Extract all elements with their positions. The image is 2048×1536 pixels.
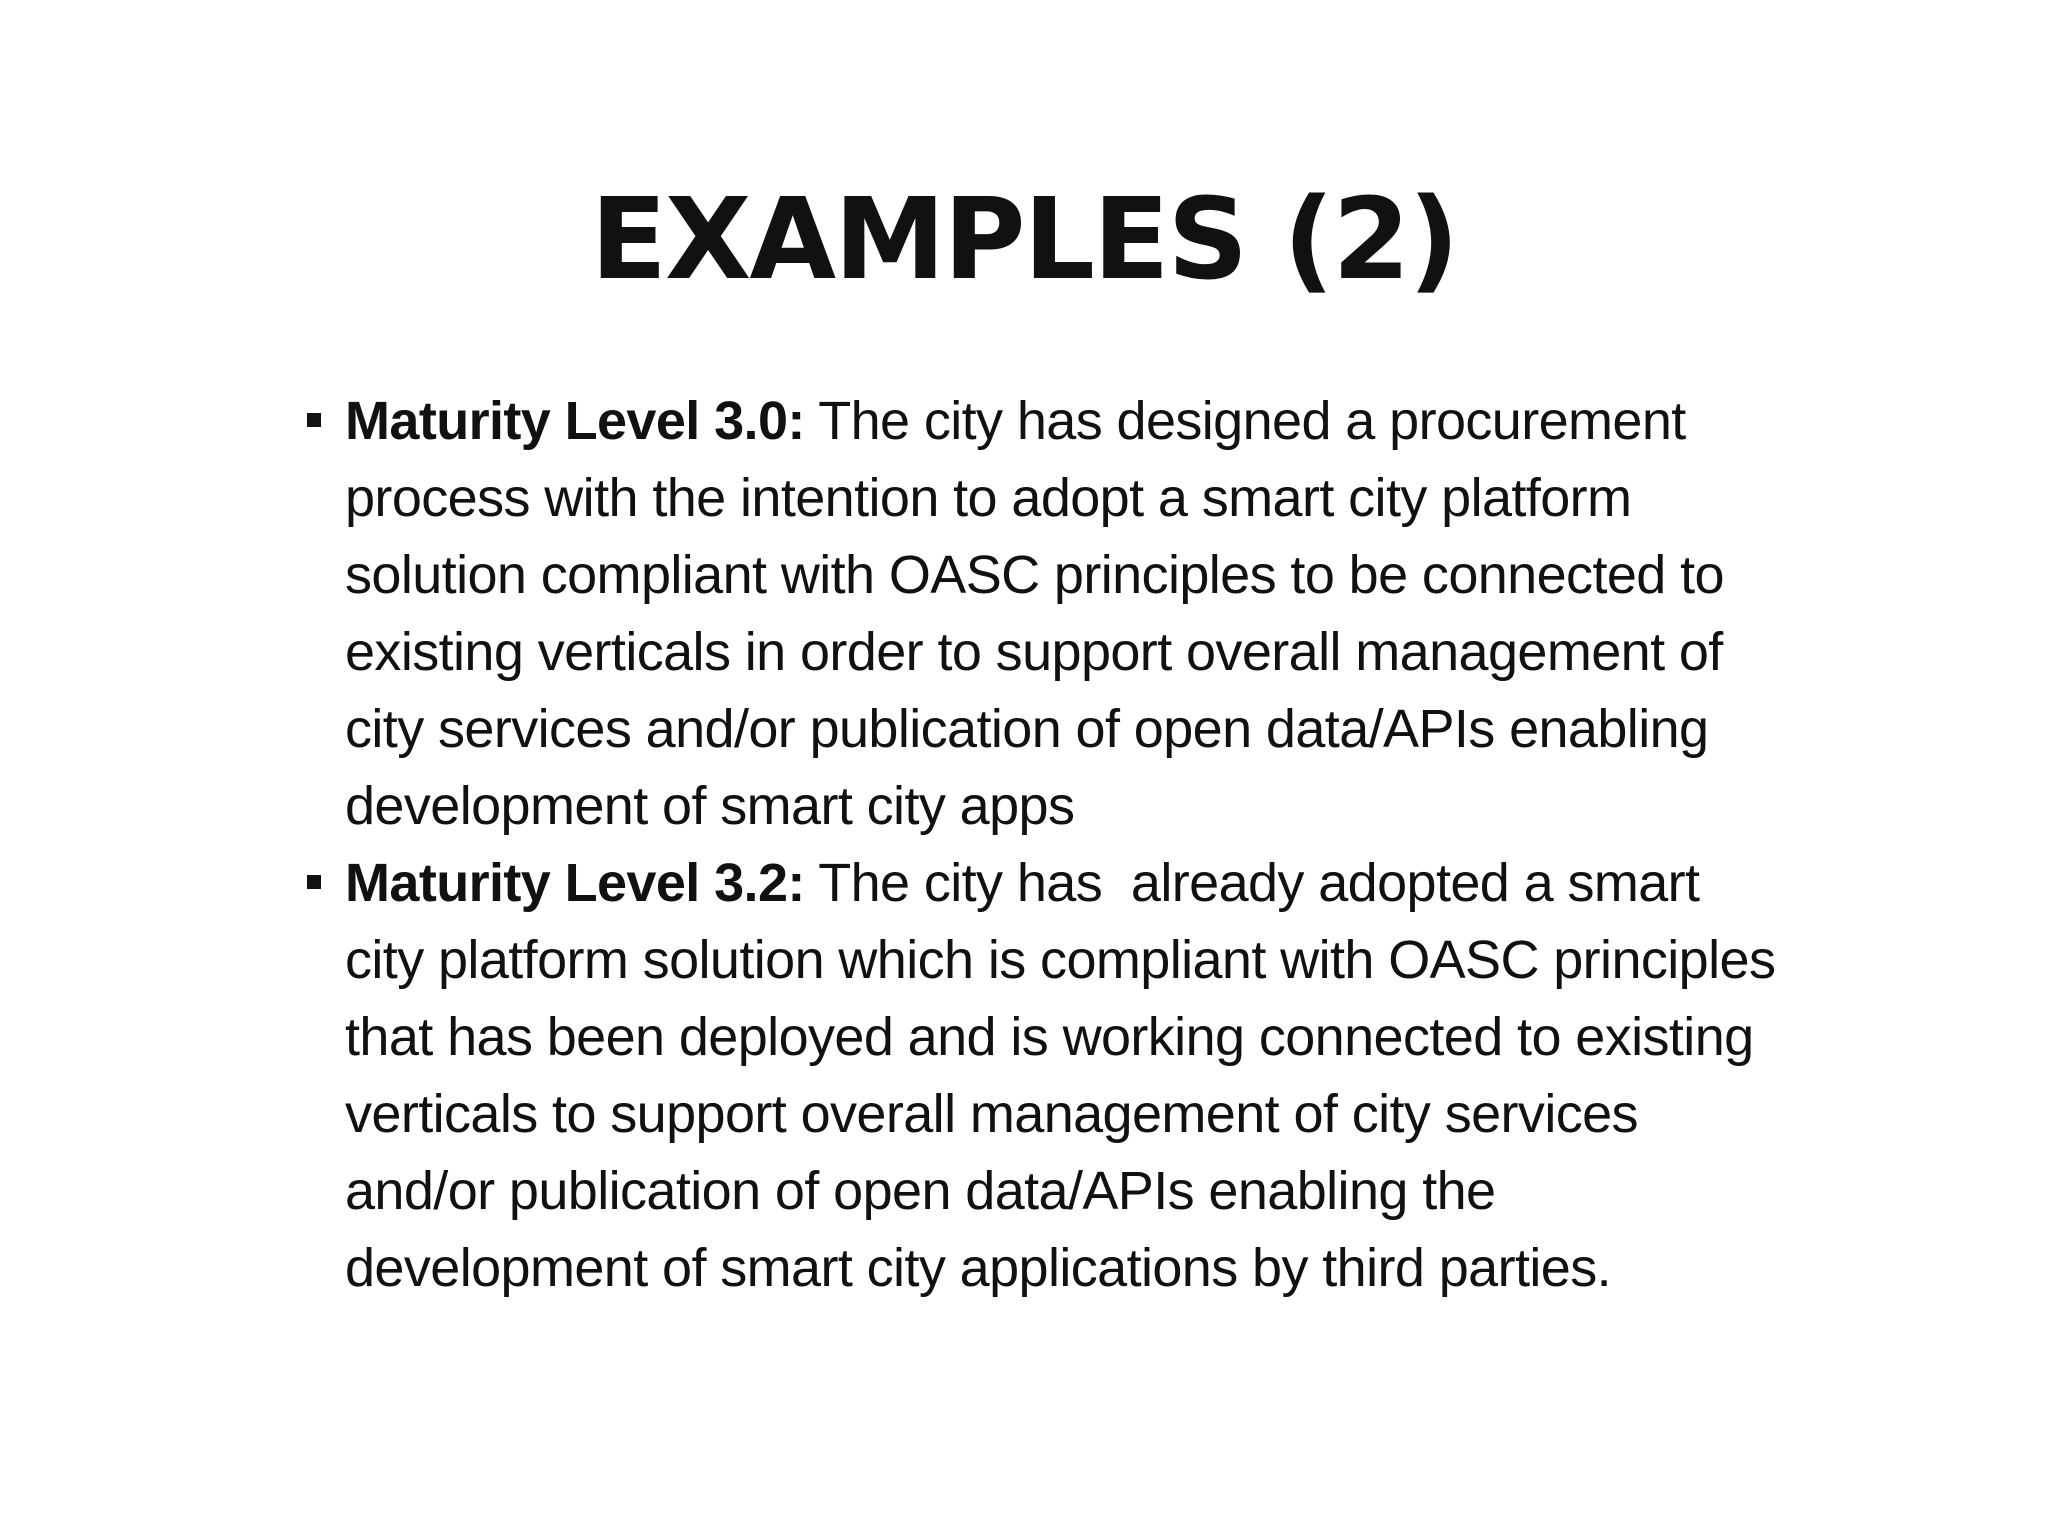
- bullet-lead: Maturity Level 3.2:: [345, 853, 805, 913]
- bullet-text: The city has designed a procurement process with the intention to adopt a smart city platform solution compliant with OASC principles to be connected to existing verticals in order to support overall management of city services and/or publication of open data/APIs enabling development of smart city apps: [345, 391, 1739, 836]
- bullet-text: The city has already adopted a smart city platform solution which is compliant with OASC principles that has been deployed and is working connected to existing verticals to support overall management of city services and/or publication of open data/APIs enabling the development of smart city applications by third parties.: [345, 853, 1790, 1298]
- slide-title: EXAMPLES (2): [590, 175, 1458, 305]
- bullet-item-maturity-3-0: [300, 383, 1780, 845]
- bullet-lead: Maturity Level 3.0:: [345, 391, 805, 451]
- square-bullet-icon: [307, 413, 321, 427]
- bullet-item-maturity-3-2: [300, 845, 1790, 1307]
- bullet-list: [300, 383, 1790, 1307]
- square-bullet-icon: [307, 875, 321, 889]
